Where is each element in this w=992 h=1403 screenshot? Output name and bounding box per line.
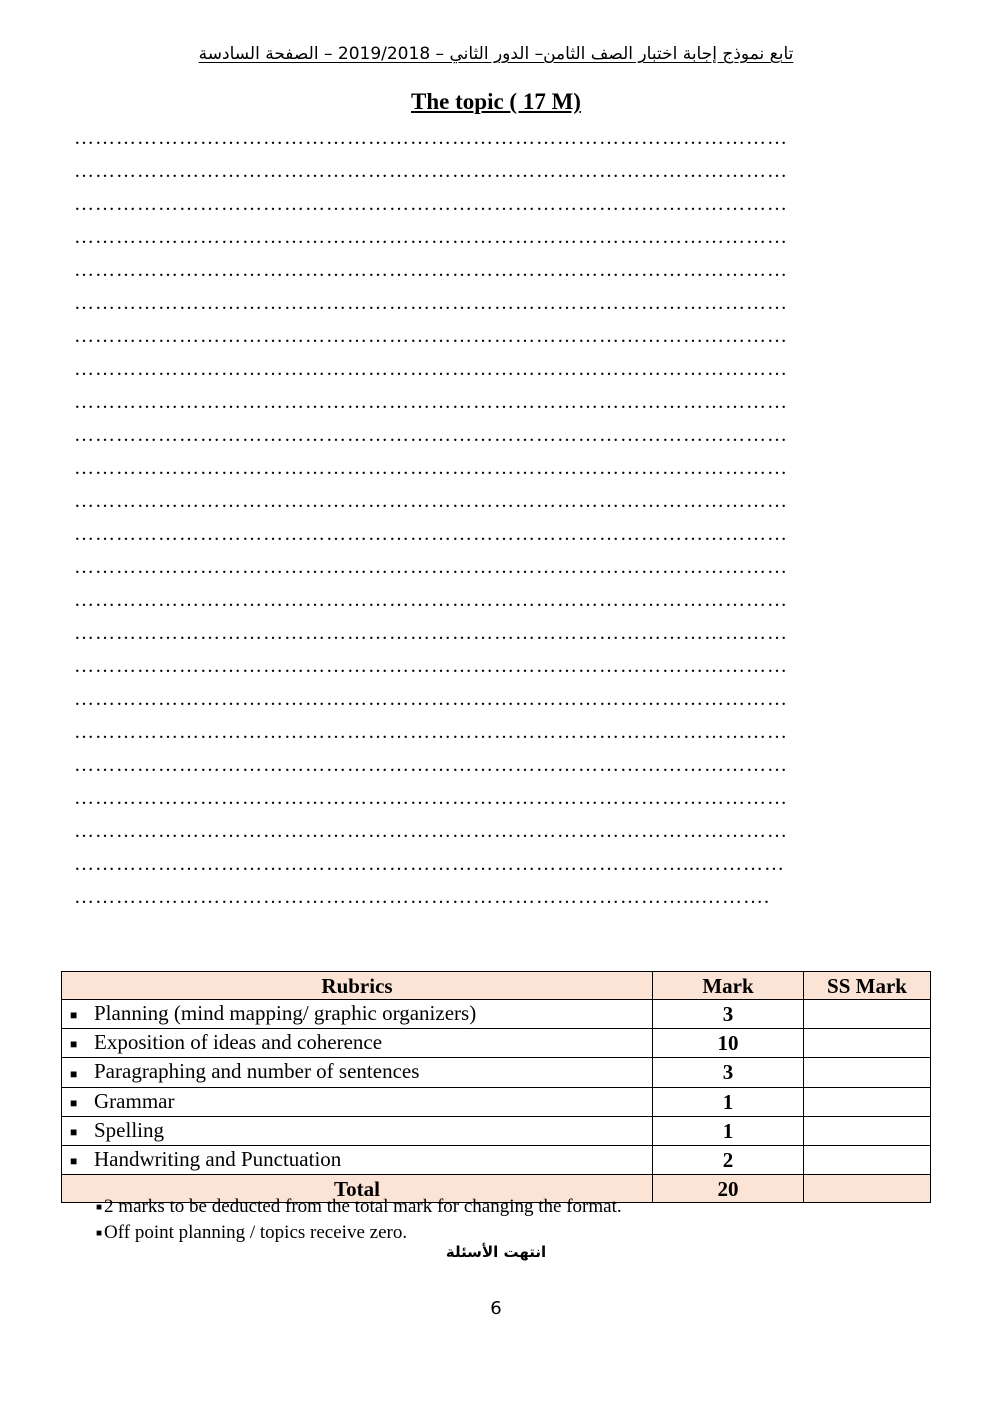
note-text: Off point planning / topics receive zero.: [104, 1222, 408, 1244]
writing-line: …………………………………………………………………………………………: [74, 622, 788, 644]
note-text: 2 marks to be deducted from the total mark for changing the format.: [104, 1196, 622, 1217]
bullet-icon: ■: [70, 1124, 78, 1139]
ss-mark-cell[interactable]: [804, 1058, 931, 1087]
mark-cell: 1: [653, 1116, 804, 1145]
note-item: [96, 1194, 622, 1220]
writing-line: …………………………………………………………………………………………: [74, 292, 788, 314]
bullet-icon: ■: [70, 1037, 78, 1052]
writing-line: …………………………………………………………………………………………: [74, 259, 788, 281]
table-row: [62, 1000, 931, 1029]
writing-line: …………………………………………………………………………………………: [74, 424, 788, 446]
writing-line: …………………………………………………………………………………………: [74, 358, 788, 380]
writing-line: …………………………………………………………………………………………: [74, 688, 788, 710]
table-row: [62, 1087, 931, 1116]
writing-line: …………………………………………………………………………………………: [74, 193, 788, 215]
writing-line: ……………………………………………………………………………...…………: [74, 853, 785, 875]
writing-line: …………………………………………………………………………………………: [74, 787, 788, 809]
table-header-row: [62, 972, 931, 1000]
bullet-icon: ■: [70, 1066, 78, 1081]
writing-line: …………………………………………………………………………………………: [74, 160, 788, 182]
table-row: [62, 1145, 931, 1174]
bullet-icon: ■: [70, 1095, 78, 1110]
rubric-cell: [62, 1000, 653, 1029]
total-ss-mark[interactable]: [804, 1175, 931, 1203]
rubric-cell: [62, 1058, 653, 1087]
writing-line: …………………………………………………………………………………………: [74, 589, 788, 611]
total-label: Total: [62, 1175, 653, 1203]
ss-mark-cell[interactable]: [804, 1116, 931, 1145]
rubric-label: Grammar: [94, 1088, 175, 1113]
rubric-label: Spelling: [94, 1117, 165, 1142]
rubric-label: Paragraphing and number of sentences: [94, 1059, 420, 1084]
ss-mark-cell[interactable]: [804, 1145, 931, 1174]
bullet-icon: ■: [96, 1228, 103, 1240]
writing-line: …………………………………………………………………………………………: [74, 226, 788, 248]
total-mark: 20: [653, 1175, 804, 1203]
rubric-label: Handwriting and Punctuation: [94, 1146, 342, 1171]
page-header: تابع نموذج إجابة اختبار الصف الثامن– الدور الثاني – 2019/2018 – الصفحة السادسة: [198, 44, 794, 64]
mark-cell: 3: [653, 1000, 804, 1029]
ss-mark-cell[interactable]: [804, 1087, 931, 1116]
mark-cell: 10: [653, 1029, 804, 1058]
mark-header: Mark: [653, 972, 804, 1000]
rubrics-table: [61, 971, 931, 1203]
writing-line: …………………………………………………………………………………………: [74, 127, 788, 149]
mark-cell: 2: [653, 1145, 804, 1174]
topic-title: The topic ( 17 M): [411, 89, 581, 114]
end-of-questions: انتهت الأسئلة: [445, 1243, 547, 1261]
writing-line: …………………………………………………………………………………………: [74, 457, 788, 479]
ss-mark-cell[interactable]: [804, 1029, 931, 1058]
writing-line: …………………………………………………………………………………………: [74, 490, 788, 512]
table-row: [62, 1058, 931, 1087]
writing-line: …………………………………………………………………………………………: [74, 391, 788, 413]
bullet-icon: ■: [96, 1202, 103, 1214]
ss-mark-cell[interactable]: [804, 1000, 931, 1029]
table-row: [62, 1116, 931, 1145]
rubric-label: Exposition of ideas and coherence: [94, 1030, 383, 1055]
rubric-cell: [62, 1029, 653, 1058]
bullet-icon: ■: [70, 1008, 78, 1023]
mark-cell: 1: [653, 1087, 804, 1116]
writing-line: …………………………………………………………………………………………: [74, 820, 788, 842]
rubric-cell: [62, 1087, 653, 1116]
page-number: 6: [490, 1298, 502, 1319]
bullet-icon: ■: [70, 1154, 78, 1169]
ss-mark-header: SS Mark: [804, 972, 931, 1000]
rubrics-header: Rubrics: [62, 972, 653, 1000]
writing-line: …………………………………………………………………………………………: [74, 325, 788, 347]
mark-cell: 3: [653, 1058, 804, 1087]
table-row: [62, 1029, 931, 1058]
rubric-cell: [62, 1116, 653, 1145]
writing-line: …………………………………………………………………………………………: [74, 556, 788, 578]
writing-line: ……………………………………………………………………………...……….: [74, 886, 770, 908]
notes: [96, 1194, 622, 1246]
writing-line: …………………………………………………………………………………………: [74, 721, 788, 743]
writing-line: …………………………………………………………………………………………: [74, 754, 788, 776]
rubric-label: Planning (mind mapping/ graphic organizers): [94, 1001, 477, 1025]
rubric-cell: [62, 1145, 653, 1174]
writing-line: …………………………………………………………………………………………: [74, 523, 788, 545]
writing-lines: [74, 122, 924, 914]
writing-line: …………………………………………………………………………………………: [74, 655, 788, 677]
